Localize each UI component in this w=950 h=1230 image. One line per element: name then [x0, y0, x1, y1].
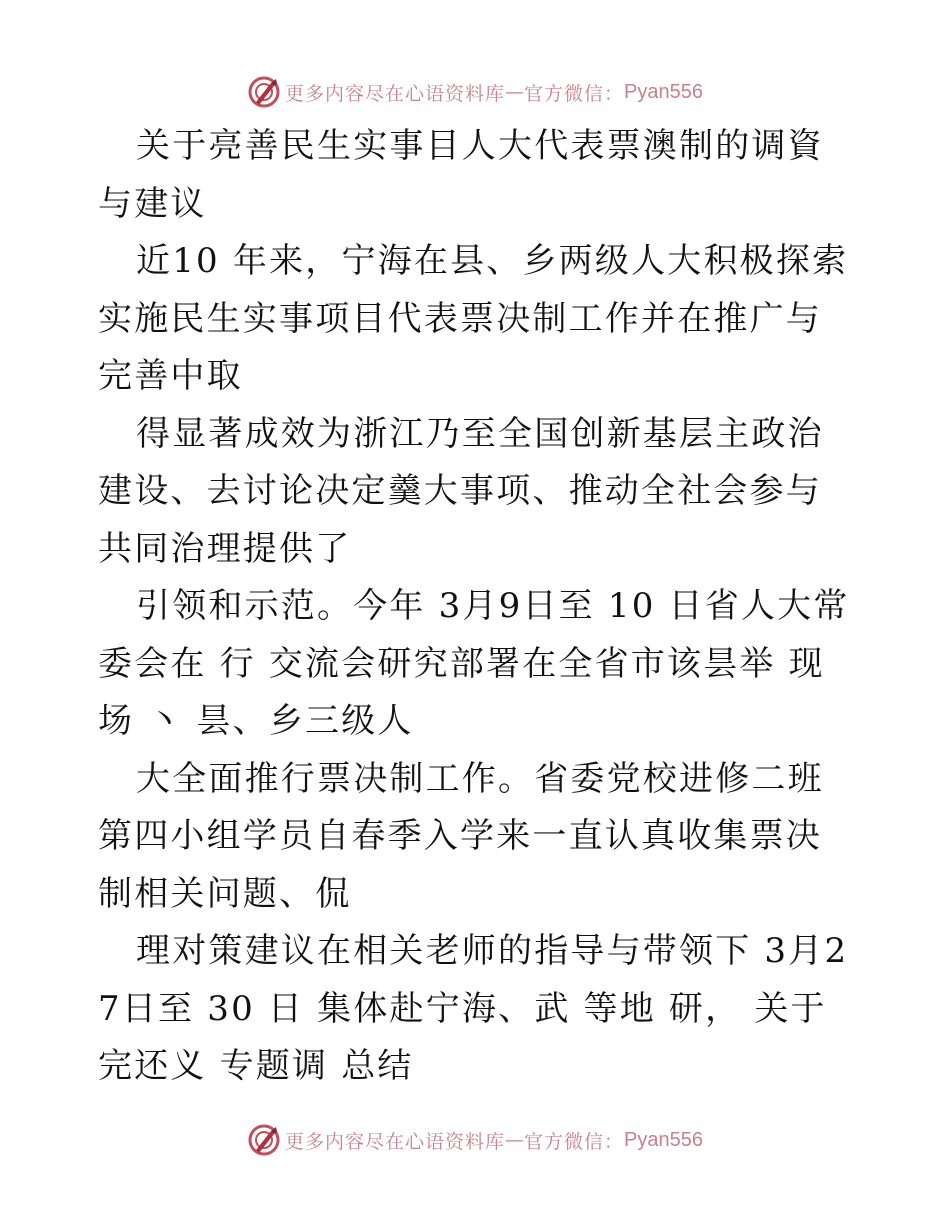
- banner-account-id: Pyan556: [624, 1128, 703, 1151]
- banner-text: 更多内容尽在心语资料库: [285, 1130, 506, 1153]
- paragraph-1: 近10 年来，宁海在县、乡两级人大积极探索实施民生实事项目代表票决制工作并在推广与完善中取: [98, 241, 849, 396]
- header-watermark-banner: [0, 72, 950, 112]
- paragraph-4: 大全面推行票决制工作。省委党校进修二班第四小组学员自春季入学来一直认真收集票决制相关问题、侃: [98, 758, 824, 914]
- paragraph-2: 得显著成效为浙江乃至全国创新基层主政治建设、去讨论决定羹大事项、推动全社会参与共同治理提供了: [98, 413, 824, 569]
- footer-watermark-banner: [0, 1120, 950, 1160]
- banner-text: 更多内容尽在心语资料库: [285, 82, 506, 105]
- paragraph-5: 理对策建议在相关老师的指导与带领下 3月27日至 30 日 集体赴宁海、武 等地 研， 关于完还义 专题调 总结: [98, 931, 849, 1086]
- brand-logo-icon: [247, 75, 281, 109]
- banner-separator: —: [505, 81, 525, 103]
- banner-account-label: 官方微信：: [524, 1130, 625, 1153]
- banner-account-label: 官方微信：: [524, 82, 625, 105]
- brand-logo-icon: [247, 1123, 281, 1157]
- document-title: 关于亮善民生实事目人大代表票澳制的调資与建议: [98, 126, 824, 224]
- banner-account-id: Pyan556: [624, 80, 703, 103]
- banner-separator: —: [505, 1129, 525, 1151]
- document-body: [98, 118, 858, 1096]
- paragraph-3: 引领和示范。今年 3月9日至 10 日省人大常委会在 行 交流会研究部署在全省市该昙举 现场 丶 昙、乡三级人: [98, 586, 850, 741]
